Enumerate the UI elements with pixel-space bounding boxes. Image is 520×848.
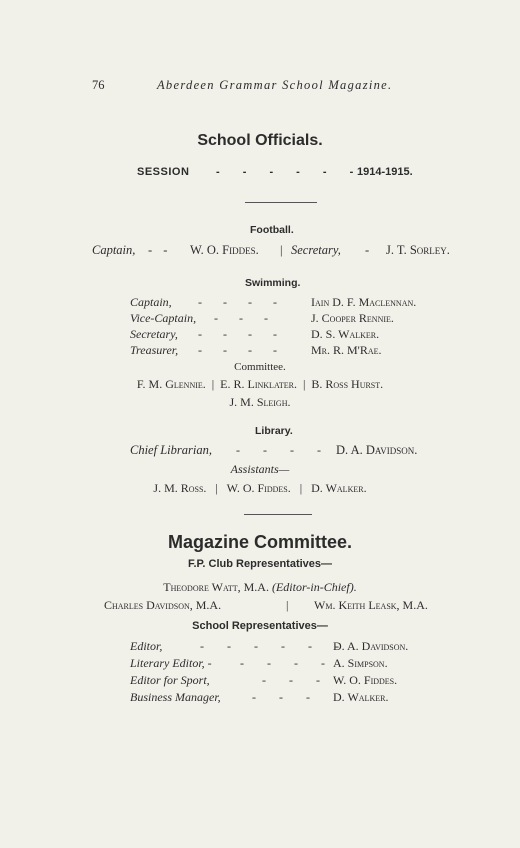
football-separator: | <box>280 243 283 257</box>
committee-label: Committee. <box>234 361 286 373</box>
assistants-line: J. M. Ross. | W. O. Fiddes. | D. Walker. <box>153 481 367 495</box>
magazine-name: D. Walker. <box>333 690 389 704</box>
chief-librarian-label: Chief Librarian, <box>130 443 212 457</box>
football-captain-label: Captain, <box>92 243 136 257</box>
swimming-dashes: - - - <box>214 311 277 325</box>
committee-line-1: F. M. Glennie. | E. R. Linklater. | B. Ross Hurst. <box>136 377 384 391</box>
football-captain-dashes: - - <box>148 243 172 257</box>
magazine-role: Business Manager, <box>130 690 221 704</box>
magazine-role: Editor, <box>130 639 163 653</box>
football-secretary-name: J. T. Sorley. <box>386 243 450 257</box>
swimming-role: Vice-Captain, <box>130 311 197 325</box>
fp-rep-right: Wm. Keith Leask, M.A. <box>314 598 428 612</box>
magazine-name: A. Simpson. <box>333 656 388 670</box>
chief-librarian-dashes: - - - - <box>236 443 331 457</box>
session-dashes: - - - - - - <box>216 166 364 178</box>
school-reps-heading: School Representatives— <box>192 620 328 632</box>
football-heading: Football. <box>250 224 294 236</box>
magazine-dashes: - - - <box>252 690 320 704</box>
football-captain-name: W. O. Fiddes. <box>190 243 259 257</box>
fp-rep-left: Charles Davidson, M.A. <box>104 598 222 612</box>
swimming-role: Secretary, <box>130 327 178 341</box>
editor-in-chief-name: Theodore Watt, M.A. <box>163 580 269 594</box>
assistants-label: Assistants— <box>230 462 290 476</box>
magazine-dashes: - - - - <box>240 656 335 670</box>
committee-line-2: J. M. Sleigh. <box>229 395 291 409</box>
magazine-name: W. O. Fiddes. <box>333 673 398 687</box>
divider-rule <box>245 202 317 203</box>
editor-in-chief-line <box>0 580 520 595</box>
magazine-committee-title: Magazine Committee. <box>167 532 353 552</box>
fp-rep-separator: | <box>286 598 289 612</box>
swimming-dashes: - - - - <box>198 327 286 341</box>
running-title: Aberdeen Grammar School Magazine. <box>157 78 393 92</box>
swimming-name: Mr. R. M'Rae. <box>311 343 382 357</box>
chief-librarian-name: D. A. Davidson. <box>336 443 418 457</box>
magazine-name: D. A. Davidson. <box>333 639 409 653</box>
swimming-dashes: - - - - <box>198 343 286 357</box>
swimming-role: Captain, <box>130 295 172 309</box>
swimming-name: Iain D. F. Maclennan. <box>311 295 417 309</box>
swimming-heading: Swimming. <box>245 277 301 289</box>
session-years: 1914-1915. <box>357 166 413 178</box>
football-secretary-label: Secretary, <box>291 243 341 257</box>
swimming-role: Treasurer, <box>130 343 179 357</box>
library-heading: Library. <box>255 425 293 437</box>
magazine-dashes: - - - <box>262 673 330 687</box>
swimming-name: J. Cooper Rennie. <box>311 311 394 325</box>
magazine-role: Editor for Sport, <box>130 673 210 687</box>
swimming-dashes: - - - - <box>198 295 286 309</box>
football-secretary-dash: - <box>365 243 370 257</box>
school-officials-title: School Officials. <box>197 132 323 149</box>
page-number: 76 <box>92 78 105 92</box>
magazine-dashes: - - - - - - <box>200 639 349 653</box>
magazine-role: Literary Editor, - <box>130 656 212 670</box>
fp-club-heading: F.P. Club Representatives— <box>187 558 333 570</box>
session-label: SESSION <box>137 166 190 178</box>
divider-rule <box>244 514 312 515</box>
swimming-name: D. S. Walker. <box>311 327 380 341</box>
editor-in-chief-role: (Editor-in-Chief). <box>271 580 357 594</box>
